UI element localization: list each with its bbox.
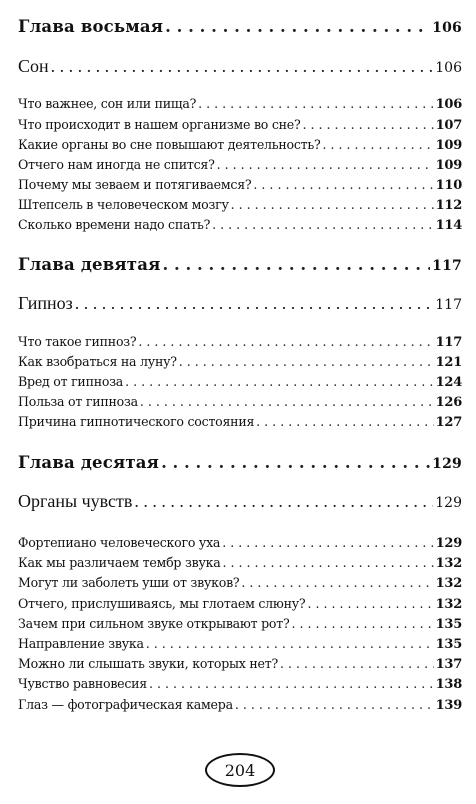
toc-entry-title: Вред от гипноза	[18, 374, 124, 389]
toc-item	[18, 656, 462, 672]
toc-item	[18, 555, 462, 571]
toc-entry-page: 106	[435, 60, 462, 76]
dot-leader	[75, 293, 434, 314]
dot-leader	[217, 157, 434, 172]
toc-item	[18, 394, 462, 410]
toc-item	[18, 535, 462, 551]
dot-leader	[307, 596, 433, 611]
dot-leader	[231, 197, 434, 212]
page-number: 204	[205, 753, 275, 787]
toc-item	[18, 117, 462, 133]
toc-entry-page: 109	[435, 158, 462, 173]
toc-entry-title: Направление звука	[18, 636, 144, 651]
toc-section-heading	[18, 293, 462, 314]
toc-entry-title: Глава девятая	[18, 255, 161, 274]
toc-entry-page: 129	[435, 495, 462, 511]
toc-item	[18, 177, 462, 193]
toc-entry-page: 106	[432, 20, 462, 36]
toc-item	[18, 414, 462, 430]
toc-entry-title: Гипноз	[18, 293, 73, 313]
toc-item	[18, 334, 462, 350]
toc-entry-page: 137	[435, 657, 462, 672]
toc-item	[18, 157, 462, 173]
toc-item	[18, 374, 462, 390]
dot-leader	[162, 255, 430, 274]
dot-leader	[222, 535, 433, 550]
dot-leader	[280, 656, 434, 671]
toc-entry-page: 107	[435, 118, 462, 133]
toc-entry-title: Как взобраться на луну?	[18, 354, 177, 369]
toc-entry-page: 127	[435, 415, 462, 430]
dot-leader	[134, 491, 433, 512]
dot-leader	[179, 354, 434, 369]
dot-leader	[323, 137, 434, 152]
toc-entry-page: 124	[435, 375, 462, 390]
dot-leader	[198, 96, 434, 111]
dot-leader	[256, 414, 433, 429]
dot-leader	[235, 697, 434, 712]
toc-entry-page: 129	[432, 456, 462, 472]
toc-item	[18, 575, 462, 591]
toc-entry-title: Можно ли слышать звуки, которых нет?	[18, 656, 278, 671]
toc-entry-title: Фортепиано человеческого уха	[18, 535, 221, 550]
toc-entry-title: Глава восьмая	[18, 17, 164, 36]
dot-leader	[241, 575, 433, 590]
toc-entry-title: Чувство равновесия	[18, 676, 148, 691]
toc-item	[18, 697, 462, 713]
toc-entry-title: Что происходит в нашем организме во сне?	[18, 117, 301, 132]
toc-entry-page: 114	[435, 218, 462, 233]
toc-entry-title: Почему мы зеваем и потягиваемся?	[18, 177, 252, 192]
toc-entry-title: Как мы различаем тембр звука	[18, 555, 221, 570]
toc-entry-title: Могут ли заболеть уши от звуков?	[18, 575, 240, 590]
dot-leader	[51, 56, 434, 77]
toc-entry-page: 132	[435, 597, 462, 612]
dot-leader	[253, 177, 433, 192]
toc-entry-page: 109	[435, 138, 462, 153]
toc-chapter-heading	[18, 453, 462, 472]
toc-entry-title: Что такое гипноз?	[18, 334, 137, 349]
toc-item	[18, 354, 462, 370]
dot-leader	[222, 555, 433, 570]
dot-leader	[146, 636, 434, 651]
toc-section-heading	[18, 56, 462, 77]
toc-entry-page: 138	[435, 677, 462, 692]
dot-leader	[165, 17, 430, 36]
toc-entry-page: 132	[435, 556, 462, 571]
toc-entry-page: 117	[435, 335, 462, 350]
toc-entry-title: Сколько времени надо спать?	[18, 217, 211, 232]
toc-entry-title: Глава десятая	[18, 453, 160, 472]
toc-item	[18, 596, 462, 612]
toc-entry-title: Польза от гипноза	[18, 394, 138, 409]
dot-leader	[161, 453, 430, 472]
toc-item	[18, 636, 462, 652]
dot-leader	[303, 117, 434, 132]
toc-entry-title: Отчего, прислушиваясь, мы глотаем слюну?	[18, 596, 306, 611]
toc-entry-page: 117	[432, 258, 462, 274]
toc-entry-page: 135	[435, 617, 462, 632]
dot-leader	[149, 676, 434, 691]
toc-item	[18, 96, 462, 112]
toc-entry-page: 129	[435, 536, 462, 551]
toc-entry-title: Что важнее, сон или пища?	[18, 96, 197, 111]
toc-entry-title: Отчего нам иногда не спится?	[18, 157, 215, 172]
dot-leader	[125, 374, 434, 389]
toc-entry-page: 139	[435, 698, 462, 713]
toc-entry-title: Сон	[18, 56, 49, 76]
toc-entry-title: Какие органы во сне повышают деятельность?	[18, 137, 321, 152]
toc-entry-title: Глаз — фотографическая камера	[18, 697, 233, 712]
toc-entry-page: 135	[435, 637, 462, 652]
toc-chapter-heading	[18, 17, 462, 36]
toc-item	[18, 616, 462, 632]
dot-leader	[212, 217, 434, 232]
dot-leader	[140, 394, 434, 409]
toc-section-heading	[18, 491, 462, 512]
dot-leader	[291, 616, 433, 631]
toc-item	[18, 217, 462, 233]
toc-entry-title: Причина гипнотического состояния	[18, 414, 255, 429]
dot-leader	[138, 334, 433, 349]
toc-entry-title: Зачем при сильном звуке открывают рот?	[18, 616, 290, 631]
toc-entry-page: 121	[435, 355, 462, 370]
toc-entry-page: 132	[435, 576, 462, 591]
toc-entry-page: 106	[435, 97, 462, 112]
toc-item	[18, 137, 462, 153]
toc-entry-title: Штепсель в человеческом мозгу	[18, 197, 229, 212]
toc-entry-page: 110	[435, 178, 462, 193]
toc-item	[18, 676, 462, 692]
toc-entry-title: Органы чувств	[18, 491, 133, 511]
toc-chapter-heading	[18, 255, 462, 274]
toc-entry-page: 117	[435, 297, 462, 313]
toc-item	[18, 197, 462, 213]
toc-entry-page: 112	[435, 198, 462, 213]
toc-entry-page: 126	[435, 395, 462, 410]
